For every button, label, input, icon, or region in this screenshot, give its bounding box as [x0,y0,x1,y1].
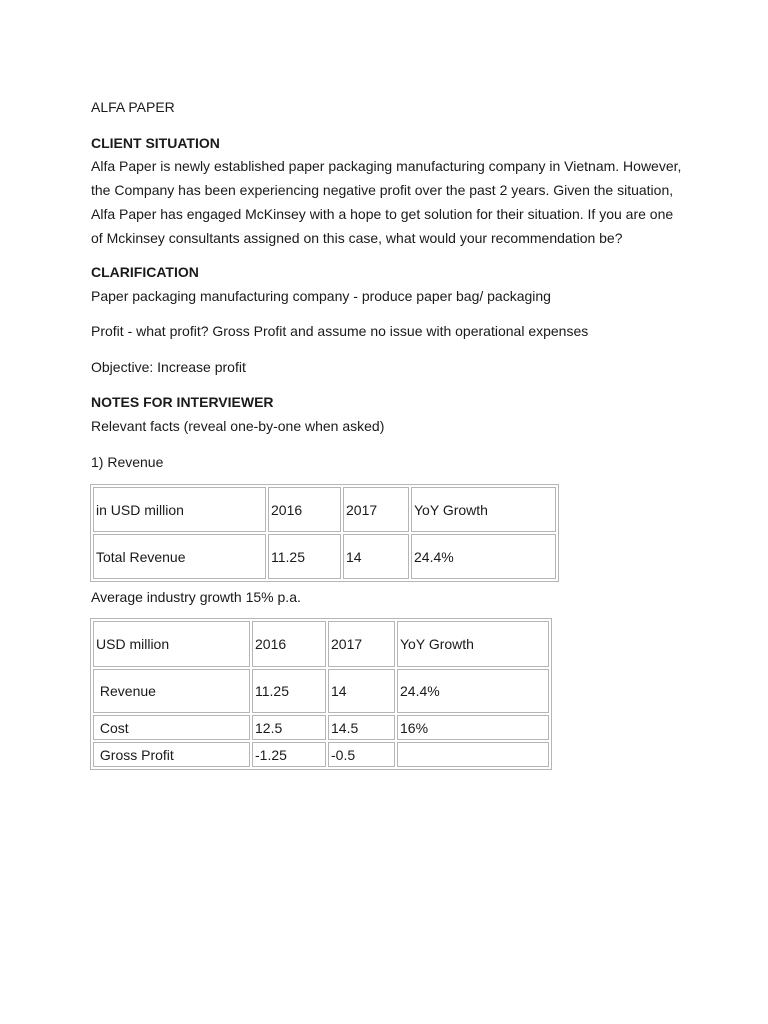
table-header-row [93,487,556,532]
table-row [93,742,549,767]
client-situation-heading: CLIENT SITUATION [91,135,220,151]
table-cell: 24.4% [411,534,556,579]
table-row [93,534,556,579]
profit-table [90,618,552,770]
table-header-row [93,621,549,667]
client-situation-line: Alfa Paper has engaged McKinsey with a hope to get solution for their situation. If you are one [91,206,674,222]
notes-heading: NOTES FOR INTERVIEWER [91,394,274,410]
table-cell: 16% [397,715,549,740]
client-situation-line: Alfa Paper is newly established paper packaging manufacturing company in Vietnam. However, [91,158,682,174]
table-cell: in USD million [93,487,266,532]
table-row [93,669,549,713]
table-row [93,715,549,740]
document-title: ALFA PAPER [91,99,175,115]
client-situation-line: of Mckinsey consultants assigned on this case, what would your recommendation be? [91,230,623,246]
table-cell: 2016 [252,621,326,667]
table-cell: Cost [93,715,250,740]
industry-growth-note: Average industry growth 15% p.a. [91,589,301,605]
clarification-line-2: Profit - what profit? Gross Profit and assume no issue with operational expenses [91,323,589,339]
table-cell: Total Revenue [93,534,266,579]
table-cell: 14 [343,534,409,579]
table-cell: Revenue [93,669,250,713]
table-cell: 2017 [328,621,395,667]
table-cell: 24.4% [397,669,549,713]
table-cell: 11.25 [268,534,341,579]
table-cell: USD million [93,621,250,667]
table-cell: 2016 [268,487,341,532]
revenue-table [90,484,559,582]
table-cell [397,742,549,767]
table-cell: YoY Growth [397,621,549,667]
client-situation-line: the Company has been experiencing negative profit over the past 2 years. Given the situation, [91,182,674,198]
table-cell: 14.5 [328,715,395,740]
table-cell: YoY Growth [411,487,556,532]
table-cell: 2017 [343,487,409,532]
clarification-heading: CLARIFICATION [91,264,199,280]
clarification-line-1: Paper packaging manufacturing company - produce paper bag/ packaging [91,288,551,304]
table-cell: Gross Profit [93,742,250,767]
table-cell: 12.5 [252,715,326,740]
table-cell: -0.5 [328,742,395,767]
table-cell: -1.25 [252,742,326,767]
relevant-facts-line: Relevant facts (reveal one-by-one when asked) [91,418,385,434]
revenue-label: 1) Revenue [91,454,164,470]
client-situation-paragraph [91,154,691,250]
objective-line: Objective: Increase profit [91,359,246,375]
table-cell: 14 [328,669,395,713]
table-cell: 11.25 [252,669,326,713]
